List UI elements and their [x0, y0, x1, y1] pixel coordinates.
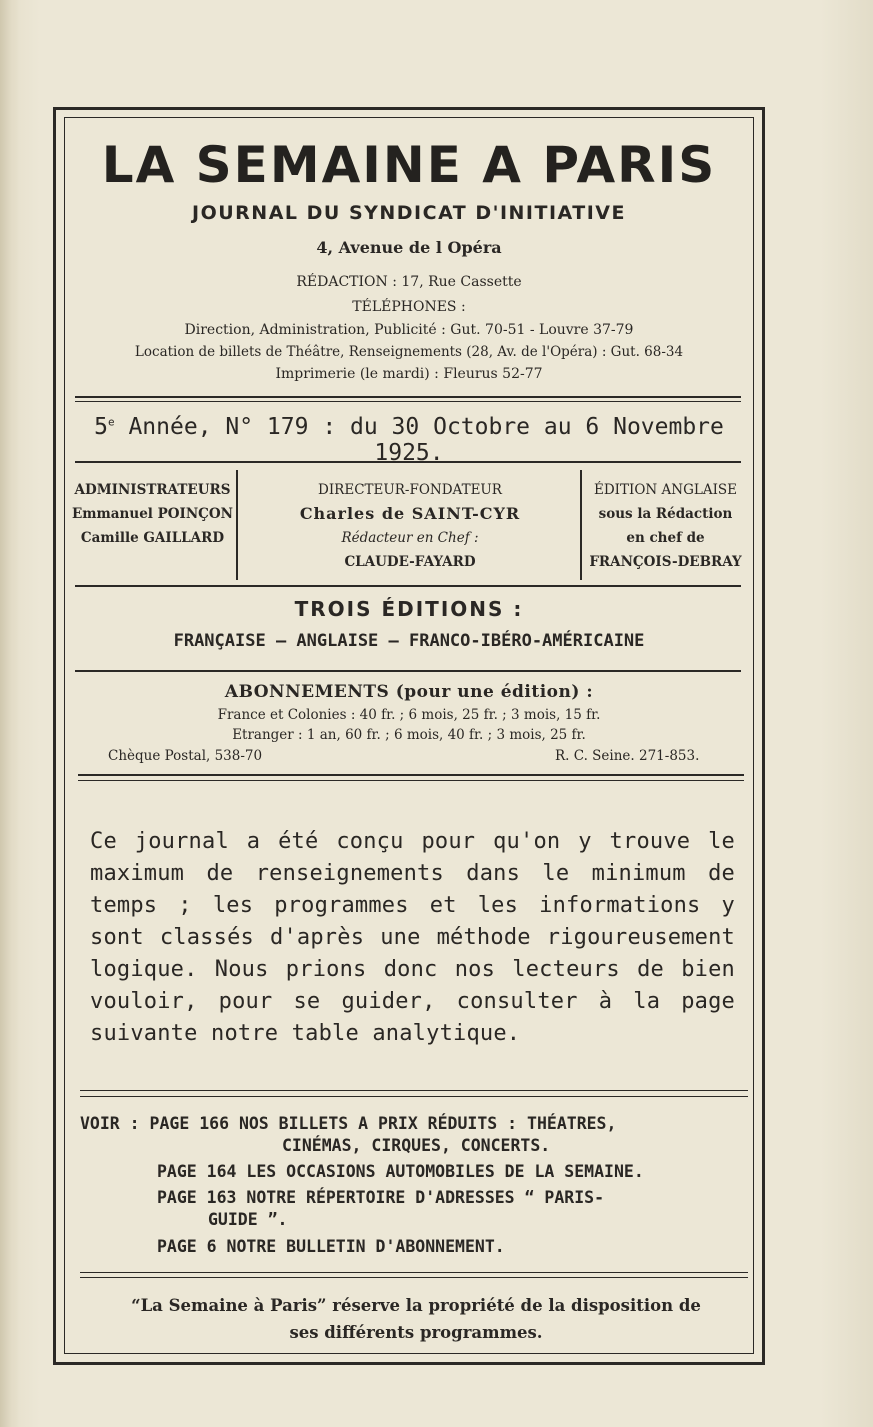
journal-subtitle: JOURNAL DU SYNDICAT D'INITIATIVE	[192, 202, 626, 224]
admin-name-2: Camille GAILLARD	[80, 530, 225, 546]
column-divider-2	[580, 470, 582, 580]
voir-line-1: VOIR : PAGE 166 NOS BILLETS A PRIX RÉDUITS : THÉATRES,	[80, 1114, 617, 1133]
page-gutter	[0, 0, 20, 1427]
director-name: Charles de SAINT-CYR	[299, 504, 521, 523]
subscriptions-heading: ABONNEMENTS (pour une édition) :	[224, 682, 594, 702]
divider-1a	[75, 396, 741, 398]
phone-direction: Direction, Administration, Publicité : Gut. 70-51 - Louvre 37-79	[184, 322, 634, 338]
divider-3	[75, 585, 741, 587]
subscription-etranger: Etranger : 1 an, 60 fr. ; 6 mois, 40 fr. ; 3 mois, 25 fr.	[232, 727, 586, 743]
director-title: DIRECTEUR-FONDATEUR	[318, 482, 502, 498]
administrators-column	[70, 478, 235, 550]
voir-line-3b: GUIDE ”.	[208, 1210, 288, 1229]
divider-7a	[80, 1272, 748, 1273]
divider-1b	[75, 401, 741, 402]
editor-name: CLAUDE-FAYARD	[344, 554, 476, 570]
voir-line-2: PAGE 164 LES OCCASIONS AUTOMOBILES DE LA SEMAINE.	[157, 1162, 644, 1181]
registre-commerce: R. C. Seine. 271-853.	[555, 748, 700, 764]
admin-name-1: Emmanuel POINÇON	[71, 506, 234, 522]
english-line-2: en chef de	[626, 530, 705, 546]
english-line-1: sous la Rédaction	[598, 506, 733, 522]
director-column	[240, 478, 580, 574]
divider-7b	[80, 1277, 748, 1278]
divider-5a	[78, 774, 744, 776]
journal-address: 4, Avenue de l Opéra	[316, 238, 502, 257]
telephones-heading: TÉLÉPHONES :	[352, 299, 466, 315]
editions-list: FRANÇAISE — ANGLAISE — FRANCO-IBÉRO-AMÉRICAINE	[173, 631, 645, 651]
divider-5b	[78, 780, 744, 781]
subscription-france: France et Colonies : 40 fr. ; 6 mois, 25 fr. ; 3 mois, 15 fr.	[217, 707, 601, 723]
admin-title: ADMINISTRATEURS	[74, 482, 231, 498]
edition-text: Année, N° 179 : du 30 Octobre au 6 Novembre 1925.	[128, 414, 724, 466]
divider-6a	[80, 1090, 748, 1091]
editor-role: Rédacteur en Chef :	[341, 530, 479, 546]
english-title: ÉDITION ANGLAISE	[593, 482, 737, 498]
column-divider-1	[236, 470, 238, 580]
journal-title: LA SEMAINE A PARIS	[101, 136, 717, 194]
divider-4	[75, 670, 741, 672]
intro-paragraph: Ce journal a été conçu pour qu'on y trouve le maximum de renseignements dans le minimum de temps ; les programmes et les informations y sont classés d'après une méthode rigoureusement logique. Nous prions donc nos lecteurs de bien vouloir, pour se guider, consulter à la page suivante notre table analytique.	[90, 829, 735, 1046]
rights-notice	[80, 1292, 752, 1346]
edition-year-suffix: e	[107, 415, 115, 429]
divider-2	[75, 461, 741, 463]
voir-line-4: PAGE 6 NOTRE BULLETIN D'ABONNEMENT.	[157, 1237, 505, 1256]
redaction-line: RÉDACTION : 17, Rue Cassette	[296, 274, 522, 290]
rights-notice-line-2: ses différents programmes.	[289, 1323, 543, 1342]
phone-imprimerie: Imprimerie (le mardi) : Fleurus 52-77	[275, 366, 543, 382]
phone-location: Location de billets de Théâtre, Renseignements (28, Av. de l'Opéra) : Gut. 68-34	[134, 344, 684, 360]
voir-line-1b: CINÉMAS, CIRQUES, CONCERTS.	[282, 1136, 551, 1155]
english-edition-column	[583, 478, 748, 574]
english-name: FRANÇOIS-DEBRAY	[589, 554, 742, 570]
edition-year: 5	[94, 414, 108, 440]
editions-heading: TROIS ÉDITIONS :	[294, 597, 524, 621]
divider-6b	[80, 1096, 748, 1097]
voir-line-3: PAGE 163 NOTRE RÉPERTOIRE D'ADRESSES “ PARIS-	[157, 1188, 605, 1207]
edition-line	[64, 414, 754, 466]
cheque-postal: Chèque Postal, 538-70	[108, 748, 263, 764]
rights-notice-line-1: “La Semaine à Paris” réserve la propriété de la disposition de	[131, 1296, 701, 1315]
